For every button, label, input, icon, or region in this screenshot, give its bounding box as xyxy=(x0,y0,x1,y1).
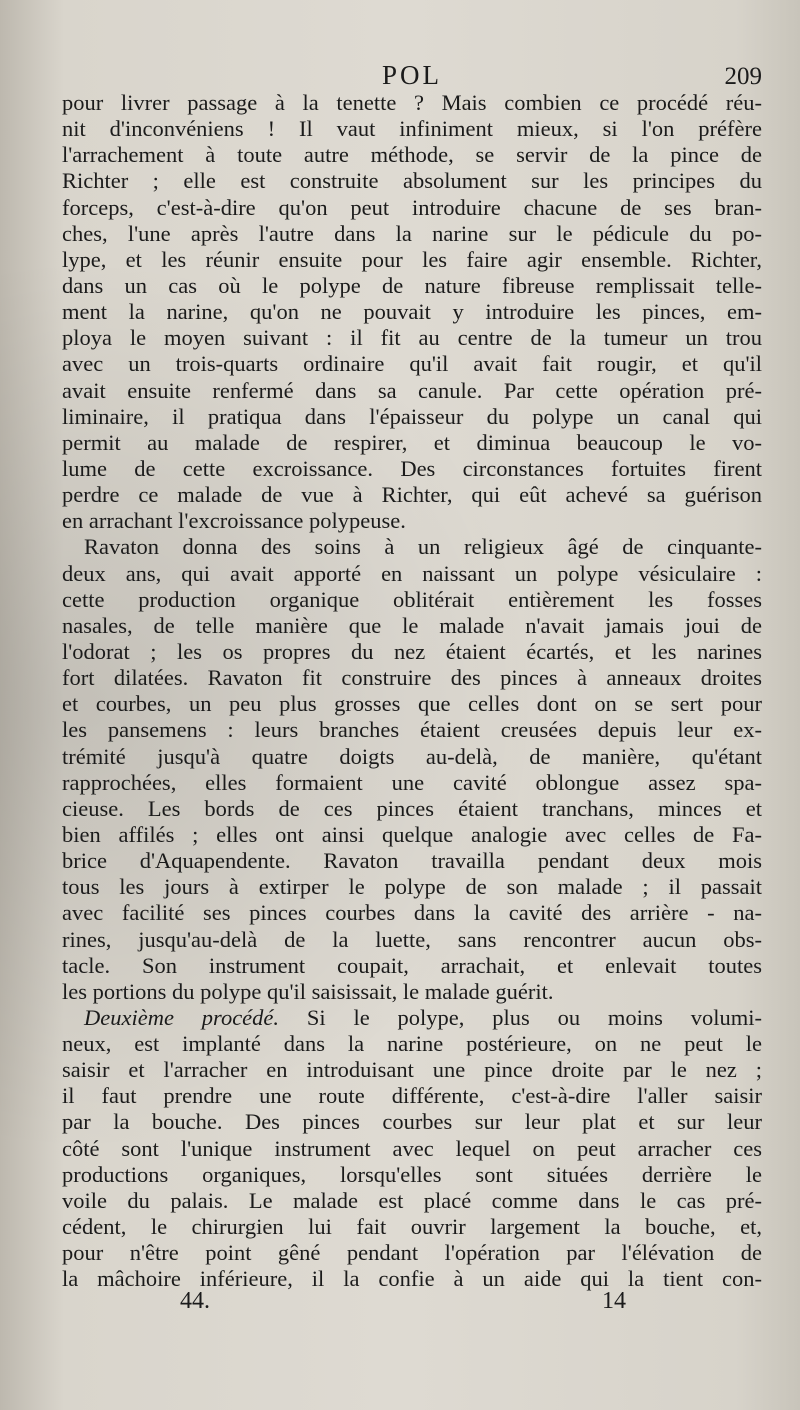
text-line: en arrachant l'excroissance polypeuse. xyxy=(62,508,406,534)
text-line: deux ans, qui avait apporté en naissant un polype vésiculaire : xyxy=(62,560,762,586)
text-line: perdre ce malade de vue à Richter, qui eût achevé sa guérison xyxy=(62,482,762,508)
text-line: avait ensuite renfermé dans sa canule. Par cette opération pré- xyxy=(62,377,762,403)
text-line: ploya le moyen suivant : il fit au centre de la tumeur un trou xyxy=(62,325,762,351)
text-line: liminaire, il pratiqua dans l'épaisseur du polype un canal qui xyxy=(62,403,762,429)
text-line: cédent, le chirurgien lui fait ouvrir largement la bouche, et, xyxy=(62,1214,762,1240)
text-line: les portions du polype qu'il saisissait, le malade guérit. xyxy=(62,978,554,1004)
text-line: neux, est implanté dans la narine postérieure, on ne peut le xyxy=(62,1031,762,1057)
text-line: lype, et les réunir ensuite pour les faire agir ensemble. Richter, xyxy=(62,246,762,272)
running-head xyxy=(62,58,762,92)
text-line: avec un trois-quarts ordinaire qu'il avait fait rougir, et qu'il xyxy=(62,351,762,377)
text-line: Deuxième procédé. Si le polype, plus ou moins volumi- xyxy=(84,1004,762,1030)
text-line: ches, l'une après l'autre dans la narine sur le pédicule du po- xyxy=(62,220,762,246)
text-line: l'arrachement à toute autre méthode, se servir de la pince de xyxy=(62,142,762,168)
text-line: trémité jusqu'à quatre doigts au-delà, de manière, qu'étant xyxy=(62,743,762,769)
text-line: dans un cas où le polype de nature fibreuse remplissait telle- xyxy=(62,272,762,298)
text-line: voile du palais. Le malade est placé comme dans le cas pré- xyxy=(62,1187,762,1213)
text-line: par la bouche. Des pinces courbes sur leur plat et sur leur xyxy=(62,1109,762,1135)
text-line: fort dilatées. Ravaton fit construire des pinces à anneaux droites xyxy=(62,665,762,691)
text-line: tous les jours à extirper le polype de son malade ; il passait xyxy=(62,874,762,900)
section-heading: Deuxième procédé. xyxy=(84,1004,280,1030)
text-line: forceps, c'est-à-dire qu'on peut introduire chacune de ses bran- xyxy=(62,194,762,220)
text-line: tacle. Son instrument coupait, arrachait, et enlevait toutes xyxy=(62,952,762,978)
text-line: la mâchoire inférieure, il la confie à un aide qui la tient con- xyxy=(62,1266,762,1292)
text-line: lume de cette excroissance. Des circonstances fortuites firent xyxy=(62,455,762,481)
text-line: ment la narine, qu'on ne pouvait y introduire les pinces, em- xyxy=(62,299,762,325)
text-line: Richter ; elle est construite absolument sur les principes du xyxy=(62,168,762,194)
text-line: les pansemens : leurs branches étaient creusées depuis leur ex- xyxy=(62,717,762,743)
text-line: nit d'inconvéniens ! Il vaut infiniment mieux, si l'on préfère xyxy=(62,116,762,142)
text-line: cieuse. Les bords de ces pinces étaient tranchans, minces et xyxy=(62,795,762,821)
running-title: POL xyxy=(381,60,442,90)
text-line: avec facilité ses pinces courbes dans la cavité des arrière - na- xyxy=(62,900,762,926)
text-line: brice d'Aquapendente. Ravaton travailla pendant deux mois xyxy=(62,848,762,874)
text-line: pour n'être point gêné pendant l'opération par l'élévation de xyxy=(62,1240,762,1266)
text-line: cette production organique oblitérait entièrement les fosses xyxy=(62,586,762,612)
text-line: l'odorat ; les os propres du nez étaient écartés, et les narines xyxy=(62,638,762,664)
text-line: et courbes, un peu plus grosses que celles dont on se sert pour xyxy=(62,691,762,717)
page-number: 209 xyxy=(724,63,762,90)
text-line: bien affilés ; elles ont ainsi quelque analogie avec celles de Fa- xyxy=(62,821,762,847)
text-line: nasales, de telle manière que le malade n'avait jamais joui de xyxy=(62,612,762,638)
text-line: rines, jusqu'au-delà de la luette, sans rencontrer aucun obs- xyxy=(62,926,762,952)
sheet-number: 14 xyxy=(602,1288,626,1314)
body-text xyxy=(62,90,762,1292)
signature-mark: 44. xyxy=(180,1288,210,1314)
text-line: permit au malade de respirer, et diminua beaucoup le vo- xyxy=(62,429,762,455)
text-line: Ravaton donna des soins à un religieux âgé de cinquante- xyxy=(84,534,762,560)
text-line: saisir et l'arracher en introduisant une pince droite par le nez ; xyxy=(62,1057,762,1083)
text-line: il faut prendre une route différente, c'est-à-dire l'aller saisir xyxy=(62,1083,762,1109)
text-line: pour livrer passage à la tenette ? Mais combien ce procédé réu- xyxy=(62,90,762,115)
text-line: rapprochées, elles formaient une cavité oblongue assez spa- xyxy=(62,769,762,795)
page-footer xyxy=(62,1284,762,1318)
text-line: côté sont l'unique instrument avec lequel on peut arracher ces xyxy=(62,1135,762,1161)
text-line: productions organiques, lorsqu'elles sont situées derrière le xyxy=(62,1161,762,1187)
